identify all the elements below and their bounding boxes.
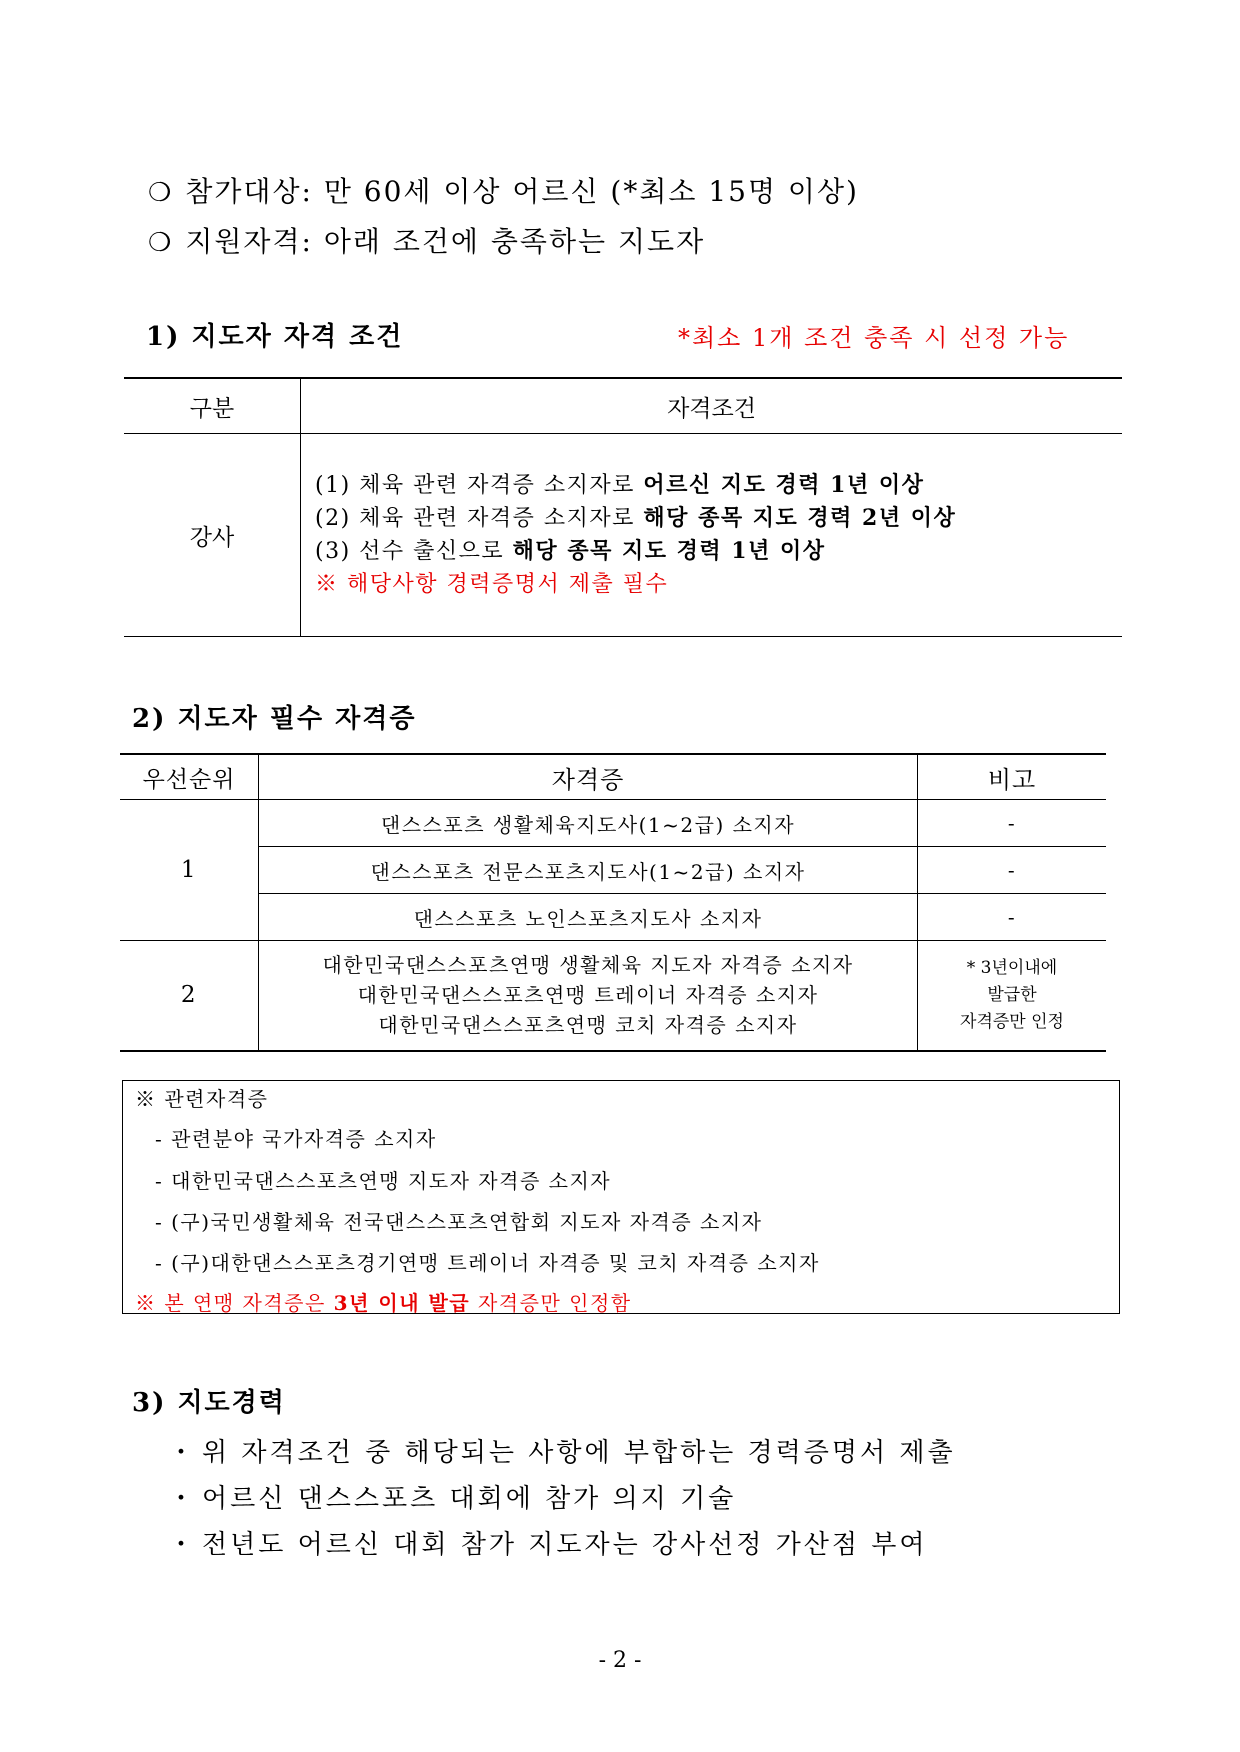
related-item: - (구)대한댄스스포츠경기연맹 트레이너 자격증 및 코치 자격증 소지자 [155, 1251, 820, 1275]
table-row [120, 894, 1106, 941]
header-condition: 자격조건 [301, 378, 1123, 434]
remark-cell: - [918, 800, 1107, 847]
circle-bullet-icon: ❍ [148, 228, 174, 258]
condition-warning: ※ 해당사항 경력증명서 제출 필수 [315, 572, 669, 597]
condition-3: (3) 선수 출신으로 해당 종목 지도 경력 1년 이상 [315, 538, 826, 564]
list-item: ・ 위 자격조건 중 해당되는 사항에 부합하는 경력증명서 제출 [168, 1432, 956, 1469]
category-cell: 강사 [124, 434, 301, 637]
condition-2: (2) 체육 관련 자격증 소지자로 해당 종목 지도 경력 2년 이상 [315, 505, 957, 531]
qualification-table [124, 377, 1122, 637]
header-priority: 우선순위 [120, 754, 259, 800]
related-item: - 관련분야 국가자격증 소지자 [155, 1127, 437, 1151]
intro-line-1: ❍ 참가대상: 만 60세 이상 어르신 (*최소 15명 이상) [148, 175, 859, 208]
remark-cell: - [918, 847, 1107, 894]
certificate-cell: 댄스스포츠 전문스포츠지도사(1~2급) 소지자 [259, 847, 918, 894]
section2-title: 2) 지도자 필수 자격증 [132, 704, 417, 734]
list-item: ・ 어르신 댄스스포츠 대회에 참가 의지 기술 [168, 1478, 736, 1515]
certificate-cell: 대한민국댄스스포츠연맹 생활체육 지도자 자격증 소지자 대한민국댄스스포츠연맹 트레이너 자격증 소지자 대한민국댄스스포츠연맹 코치 자격증 소지자 [259, 941, 918, 1051]
circle-bullet-icon: ❍ [148, 178, 174, 208]
bullet-dot-icon: ・ [168, 1530, 198, 1560]
remark-cell: - [918, 894, 1107, 941]
section1-note: *최소 1개 조건 충족 시 선정 가능 [678, 324, 1070, 352]
priority-cell: 2 [120, 941, 259, 1051]
related-item: - 대한민국댄스스포츠연맹 지도자 자격증 소지자 [155, 1169, 612, 1193]
section3-title: 3) 지도경력 [132, 1388, 286, 1418]
related-footer: ※ 본 연맹 자격증은 3년 이내 발급 자격증만 인정함 [135, 1291, 632, 1315]
priority-cell: 1 [120, 800, 259, 941]
section1-title: 1) 지도자 자격 조건 [146, 322, 404, 352]
certificate-cell: 댄스스포츠 노인스포츠지도사 소지자 [259, 894, 918, 941]
bullet-dot-icon: ・ [168, 1438, 198, 1468]
table-row [120, 941, 1106, 1051]
related-item: - (구)국민생활체육 전국댄스스포츠연합회 지도자 자격증 소지자 [155, 1210, 763, 1234]
header-certificate: 자격증 [259, 754, 918, 800]
remark-cell: * 3년이내에 발급한 자격증만 인정 [918, 941, 1107, 1051]
condition-1: (1) 체육 관련 자격증 소지자로 어르신 지도 경력 1년 이상 [315, 472, 925, 498]
conditions-cell [301, 434, 1123, 637]
header-remark: 비고 [918, 754, 1107, 800]
bullet-dot-icon: ・ [168, 1484, 198, 1514]
intro-line-2: ❍ 지원자격: 아래 조건에 충족하는 지도자 [148, 225, 706, 258]
header-category: 구분 [124, 378, 301, 434]
related-heading: ※ 관련자격증 [135, 1087, 269, 1111]
table-row [120, 800, 1106, 847]
list-item: ・ 전년도 어르신 대회 참가 지도자는 강사선정 가산점 부여 [168, 1524, 928, 1561]
page-number: - 2 - [598, 1648, 642, 1673]
certificate-cell: 댄스스포츠 생활체육지도사(1~2급) 소지자 [259, 800, 918, 847]
certificate-table [120, 753, 1106, 1052]
table-row [120, 847, 1106, 894]
related-certificates-box [122, 1080, 1120, 1314]
